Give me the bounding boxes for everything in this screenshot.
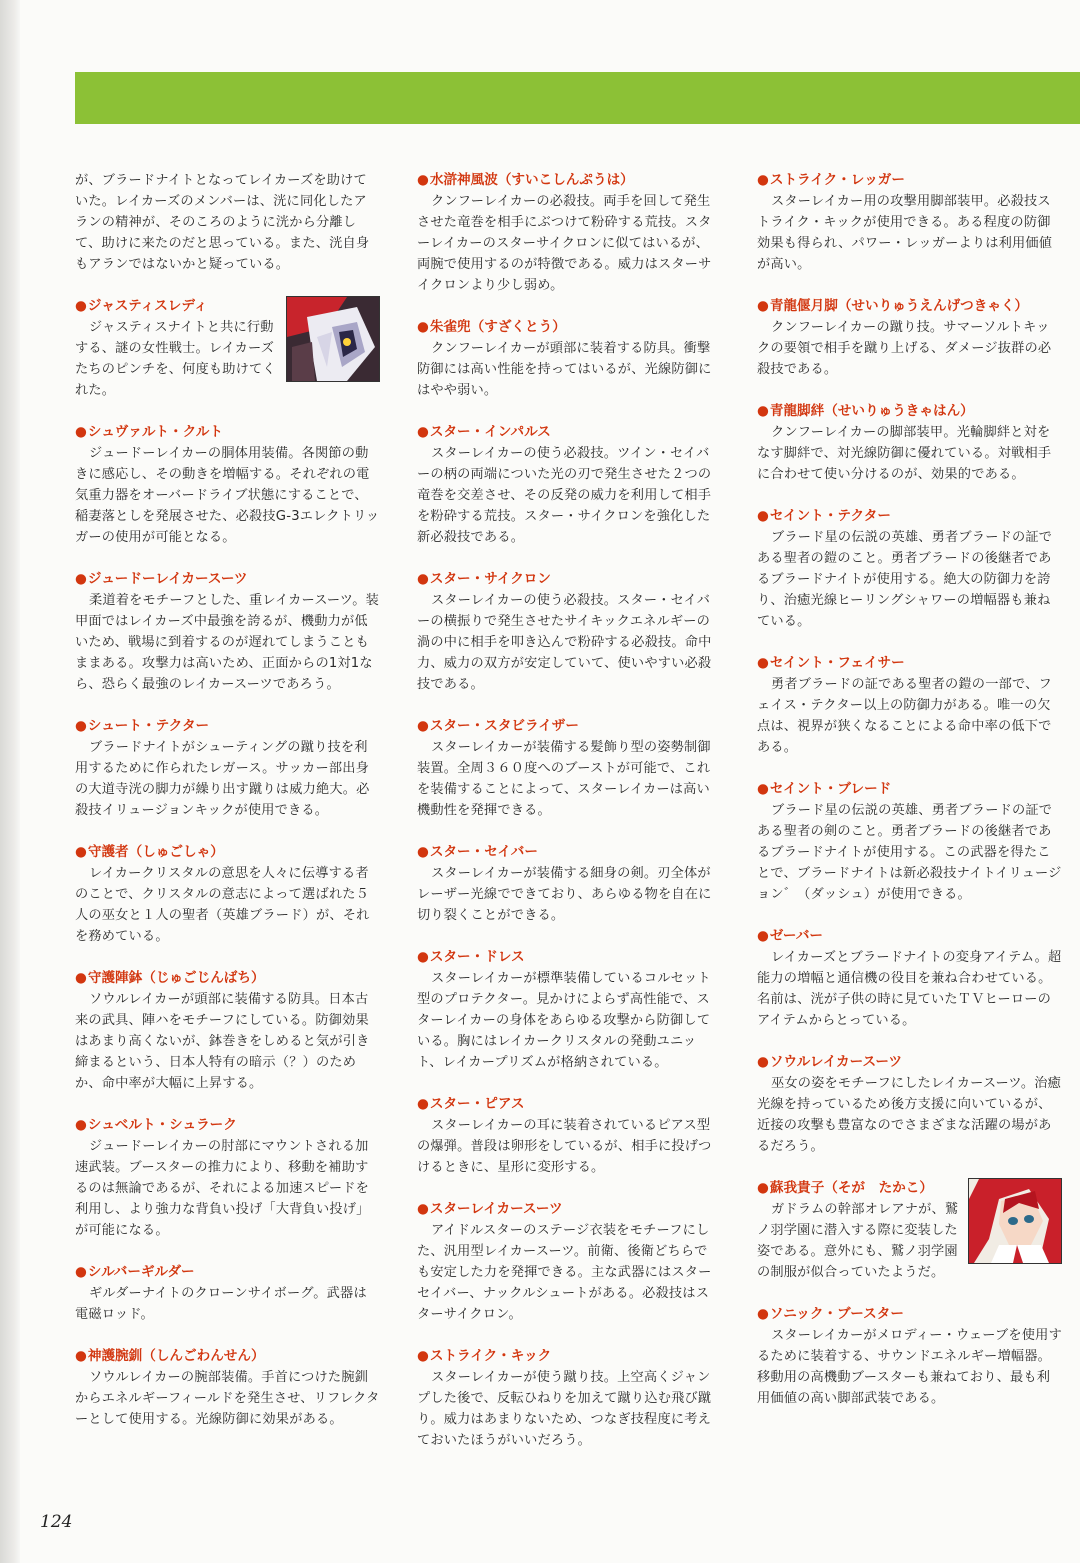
- entry-title: ● 朱雀兜（すざくとう）: [417, 317, 720, 338]
- entry-saint-facer: [757, 653, 1062, 758]
- entry-body: クンフーレイカーの蹴り技。サマーソルトキックの要領で相手を蹴り上げる、ダメージ抜群の必殺技である。: [757, 320, 1052, 377]
- entry-body: ソウルレイカーの腕部装備。手首につけた腕釧からエネルギーフィールドを発生させ、リフレクターとして使用する。光線防御に効果がある。: [75, 1370, 380, 1427]
- entry-seiryu-kyahan: [757, 401, 1062, 485]
- entry-title: ● スターレイカースーツ: [417, 1199, 720, 1220]
- entry-body: クンフーレイカーが頭部に装着する防具。衝撃防御には高い性能を持ってはいるが、光線防御にはやや弱い。: [417, 341, 712, 398]
- entry-star-stabilizer: [417, 716, 720, 821]
- entry-shingo-wansen: [75, 1346, 380, 1430]
- entry-body: スターレイカーの使う必殺技。ツイン・セイバーの柄の両端についた光の刃で発生させた２つの竜巻を交差させ、その反発の威力を利用して相手を粉砕する荒技。スター・サイクロンを強化した新必殺技である。: [417, 446, 712, 545]
- entry-title: ● 守護陣鉢（じゅごじんばち）: [75, 968, 380, 989]
- entry-saint-blade: [757, 779, 1062, 905]
- entry-body: ブラードナイトがシューティングの蹴り技を利用するために作られたレガース。サッカー部出身の大道寺洸の脚力が繰り出す蹴りは威力絶大。必殺技イリュージョンキックが使用できる。: [75, 740, 370, 818]
- entry-star-impulse: [417, 422, 720, 548]
- entry-body: スターレイカーがメロディー・ウェーブを使用するために装着する、サウンドエネルギー増幅器。移動用の高機動ブースターも兼ねており、最も利用価値の高い脚部武装である。: [757, 1328, 1062, 1406]
- entry-judo-raker-suit: [75, 569, 380, 695]
- entry-title: ● ソウルレイカースーツ: [757, 1052, 1062, 1073]
- entry-body: 勇者ブラードの証である聖者の鎧の一部で、フェイス・テクター以上の防御力がある。唯一の欠点は、視界が狭くなることによる命中率の低下である。: [757, 677, 1052, 755]
- entry-title: ● スター・スタビライザー: [417, 716, 720, 737]
- entry-star-pierce: [417, 1094, 720, 1178]
- entry-suiko-shinpuha: [417, 170, 720, 296]
- entry-title: ● スター・インパルス: [417, 422, 720, 443]
- entry-body: スターレイカーが装備する細身の剣。刃全体がレーザー光線でできており、あらゆる物を自在に切り裂くことができる。: [417, 866, 712, 923]
- entry-guardian: [75, 842, 380, 947]
- entry-title: ● 神護腕釧（しんごわんせん）: [75, 1346, 380, 1367]
- entry-body: レイカーズとブラードナイトの変身アイテム。超能力の増幅と通信機の役目を兼ね合わせている。名前は、洸が子供の時に見ていたＴＶヒーローのアイテムからとっている。: [757, 950, 1062, 1028]
- entry-title: ● 青龍脚絆（せいりゅうきゃはん）: [757, 401, 1062, 422]
- entry-soul-raker-suit: [757, 1052, 1062, 1157]
- entry-body: スターレイカーの耳に装着されているピアス型の爆弾。普段は卵形をしているが、相手に投げつけるときに、星形に変形する。: [417, 1118, 712, 1175]
- entry-body: ギルダーナイトのクローンサイボーグ。武器は電磁ロッド。: [75, 1286, 367, 1322]
- entry-body: 巫女の姿をモチーフにしたレイカースーツ。治癒光線を持っているため後方支援に向いているが、近接の攻撃も豊富なのでさまざまな活躍の場があるだろう。: [757, 1076, 1062, 1154]
- justice-lady-illustration: [286, 296, 380, 382]
- entry-title: ● セイント・ブレード: [757, 779, 1062, 800]
- entry-title: ● 蘇我貴子（そが たかこ）: [757, 1178, 1062, 1199]
- entry-justice-lady: [75, 296, 380, 401]
- entry-title: ● ジュードーレイカースーツ: [75, 569, 380, 590]
- continued-text: が、ブラードナイトとなってレイカーズを助けていた。レイカーズのメンバーは、洸に同化したアランの精神が、そのころのように洸から分離して、助けに来たのだと思っている。また、洸自身もアランではないかと疑っている。: [75, 173, 370, 272]
- entry-title: ● シュヴァルト・クルト: [75, 422, 380, 443]
- entry-body: クンフーレイカーの必殺技。両手を回して発生させた竜巻を相手にぶつけて粉砕する荒技。スターレイカーのスターサイクロンに似てはいるが、両腕で使用するのが特徴である。威力はスターサイクロンより少し弱め。: [417, 194, 712, 293]
- entry-title: ● ジャスティスレディ: [75, 296, 380, 317]
- entry-schwarz-kurt: [75, 422, 380, 548]
- entry-title: ● 守護者（しゅごしゃ）: [75, 842, 380, 863]
- entry-body: ソウルレイカーが頭部に装備する防具。日本古来の武具、陣ハをモチーフにしている。防御効果はあまり高くないが、鉢巻きをしめると気が引き締まるという、日本人特有の暗示（？）のためか、命中率が大幅に上昇する。: [75, 992, 370, 1091]
- entry-body: ジュードーレイカーの肘部にマウントされる加速武装。ブースターの推力により、移動を補助するのは無論であるが、それによる加速スピードを利用し、より強力な背負い投げ「大背負い投げ」が可能になる。: [75, 1139, 370, 1238]
- entry-zeber: [757, 926, 1062, 1031]
- entry-silver-gilder: [75, 1262, 380, 1325]
- entry-title: ● シルバーギルダー: [75, 1262, 380, 1283]
- entry-body: 柔道着をモチーフとした、重レイカースーツ。装甲面ではレイカーズ中最強を誇るが、機動力が低いため、戦場に到着するのが遅れてしまうこともままある。攻撃力は高いため、正面からの1対1なら、恐らく最強のレイカースーツであろう。: [75, 593, 380, 692]
- column-2: [417, 170, 720, 1451]
- entry-body: レイカークリスタルの意思を人々に伝導する者のことで、クリスタルの意志によって選ばれた５人の巫女と１人の聖者（英雄ブラード）が、それを務めている。: [75, 866, 370, 944]
- column-3: [757, 170, 1062, 1409]
- entry-jugo-jinbachi: [75, 968, 380, 1094]
- page-number: 124: [40, 1512, 73, 1532]
- entry-title: ● ゼーバー: [757, 926, 1062, 947]
- entry-title: ● シュベルト・シュラーク: [75, 1115, 380, 1136]
- entry-title: ● スター・サイクロン: [417, 569, 720, 590]
- entry-title: ● スター・ドレス: [417, 947, 720, 968]
- entry-title: ● ソニック・ブースター: [757, 1304, 1062, 1325]
- entry-title: ● 水滸神風波（すいこしんぷうは）: [417, 170, 720, 191]
- page-spine-shadow: [0, 0, 20, 1563]
- entry-title: ● シュート・テクター: [75, 716, 380, 737]
- entry-strike-kick: [417, 1346, 720, 1451]
- entry-body: ガドラムの幹部オレアナが、鷲ノ羽学園に潜入する際に変装した姿である。意外にも、鷲ノ羽学園の制服が似合っていたようだ。: [757, 1202, 959, 1280]
- entry-sonic-booster: [757, 1304, 1062, 1409]
- soga-takako-illustration: [968, 1178, 1062, 1264]
- entry-shoot-tector: [75, 716, 380, 821]
- entry-body: ジュードーレイカーの胴体用装備。各関節の動きに感応し、その動きを増幅する。それぞれの電気重力器をオーバードライブ状態にすることで、稲妻落としを発展させた、必殺技G-3エレクトリッガーの使用が可能となる。: [75, 446, 380, 545]
- entry-body: スターレイカーが標準装備しているコルセット型のプロテクター。見かけによらず高性能で、スターレイカーの身体をあらゆる攻撃から防御している。胸にはレイカークリスタルの発動ユニット、レイカープリズムが格納されている。: [417, 971, 711, 1070]
- entry-title: ● セイント・フェイサー: [757, 653, 1062, 674]
- entry-body: スターレイカーの使う必殺技。スター・セイバーの横振りで発生させたサイキックエネルギーの渦の中に相手を叩き込んで粉砕する必殺技。命中力、威力の双方が安定していて、使いやすい必殺技である。: [417, 593, 712, 692]
- entry-strike-legger: [757, 170, 1062, 275]
- entry-body: スターレイカーが装備する髪飾り型の姿勢制御装置。全周３６０度へのブーストが可能で、これを装備することによって、スターレイカーは高い機動性を発揮できる。: [417, 740, 711, 818]
- entry-body: アイドルスターのステージ衣装をモチーフにした、汎用型レイカースーツ。前衛、後衛どちらでも安定した力を発揮できる。主な武器にはスターセイバー、ナックルシュートがある。必殺技はスターサイクロン。: [417, 1223, 712, 1322]
- entry-body: ジャスティスナイトと共に行動する、謎の女性戦士。レイカーズたちのピンチを、何度も助けてくれた。: [75, 320, 276, 398]
- entry-title: ● スター・セイバー: [417, 842, 720, 863]
- entry-title: ● ストライク・レッガー: [757, 170, 1062, 191]
- entry-body: スターレイカーが使う蹴り技。上空高くジャンプした後で、反転ひねりを加えて蹴り込む飛び蹴り。威力はあまりないため、つなぎ技程度に考えておいたほうがいいだろう。: [417, 1370, 712, 1448]
- header-band: [75, 72, 1080, 124]
- entry-body: ブラード星の伝説の英雄、勇者ブラードの証である聖者の剣のこと。勇者ブラードの後継者であるブラードナイトが使用する。この武器を得たことで、ブラードナイトは新必殺技ナイトイリュージョン゛（ダッシュ）が使用できる。: [757, 803, 1062, 902]
- entry-suzaku-to: [417, 317, 720, 401]
- entry-body: クンフーレイカーの脚部装甲。光輪脚絆と対をなす脚絆で、対光線防御に優れている。対戦相手に合わせて使い分けるのが、効果的である。: [757, 425, 1052, 482]
- entry-title: ● ストライク・キック: [417, 1346, 720, 1367]
- entry-title: ● セイント・テクター: [757, 506, 1062, 527]
- entry-seiryu-engetsukyaku: [757, 296, 1062, 380]
- entry-title: ● 青龍偃月脚（せいりゅうえんげつきゃく）: [757, 296, 1062, 317]
- entry-star-cyclone: [417, 569, 720, 695]
- entry-star-saber: [417, 842, 720, 926]
- entry-star-dress: [417, 947, 720, 1073]
- entry-body: ブラード星の伝説の英雄、勇者ブラードの証である聖者の鎧のこと。勇者ブラードの後継者であるブラードナイトが使用する。絶大の防御力を誇り、治癒光線ヒーリングシャワーの増幅器も兼ねている。: [757, 530, 1053, 629]
- entry-schwert-schlag: [75, 1115, 380, 1241]
- entry-star-raker-suit: [417, 1199, 720, 1325]
- entry-title: ● スター・ピアス: [417, 1094, 720, 1115]
- column-1: [75, 170, 380, 1430]
- entry-body: スターレイカー用の攻撃用脚部装甲。必殺技ストライク・キックが使用できる。ある程度の防御効果も得られ、パワー・レッガーよりは利用価値が高い。: [757, 194, 1053, 272]
- entry-soga-takako: [757, 1178, 1062, 1283]
- entry-saint-tector: [757, 506, 1062, 632]
